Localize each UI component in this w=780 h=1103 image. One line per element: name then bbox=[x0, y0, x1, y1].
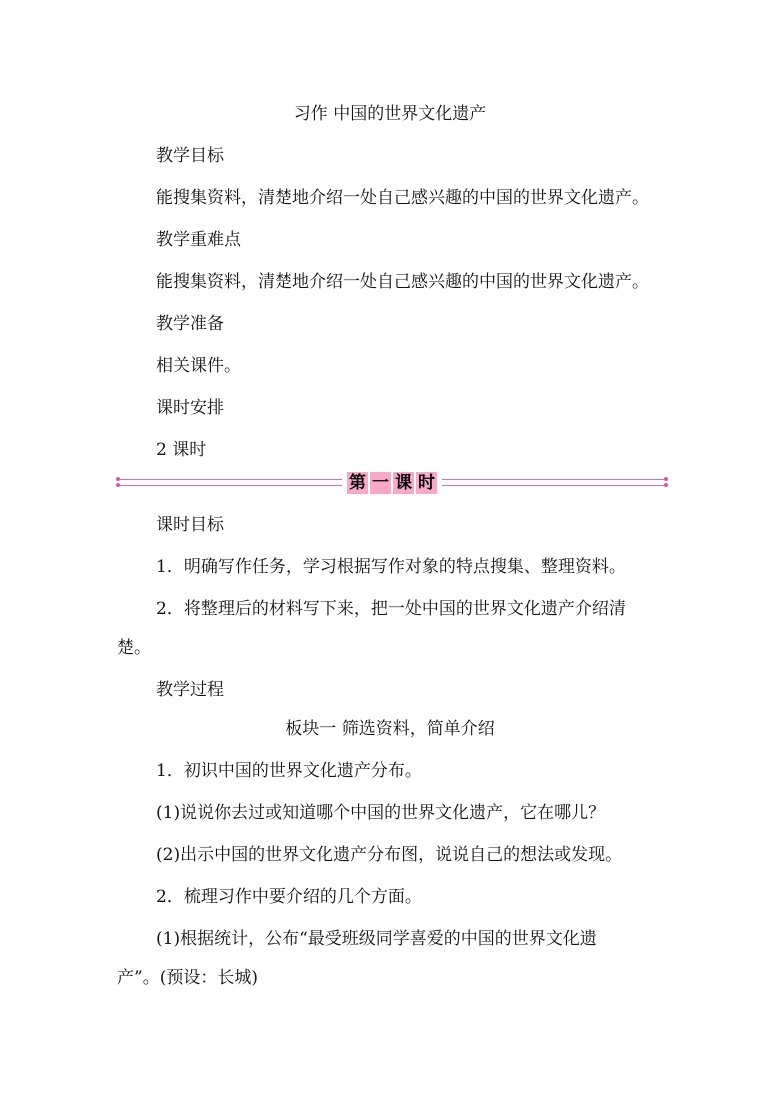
process-step-1-2: (2)出示中国的世界文化遗产分布图，说说自己的想法或发现。 bbox=[156, 845, 623, 865]
divider-dot-right-bottom bbox=[664, 483, 668, 487]
paragraph-lesson-goal-2-cont: 楚。 bbox=[117, 638, 151, 658]
process-step-2-1: (1)根据统计，公布“最受班级同学喜爱的中国的世界文化遗 bbox=[156, 929, 597, 949]
paragraph-key-points: 能搜集资料，清楚地介绍一处自己感兴趣的中国的世界文化遗产。 bbox=[156, 272, 649, 292]
process-step-2-1-cont: 产”。(预设：长城) bbox=[117, 968, 258, 988]
process-step-1-1: (1)说说你去过或知道哪个中国的世界文化遗产，它在哪儿？ bbox=[156, 803, 606, 823]
heading-lesson-goals: 课时目标 bbox=[156, 515, 224, 535]
divider-dot-left-top bbox=[116, 477, 120, 481]
divider-dot-left-bottom bbox=[116, 483, 120, 487]
banner-char: 一 bbox=[372, 473, 389, 493]
banner-char: 第 bbox=[349, 473, 366, 493]
heading-key-points: 教学重难点 bbox=[156, 230, 241, 250]
paragraph-lesson-goal-1: 1．明确写作任务，学习根据写作对象的特点搜集、整理资料。 bbox=[156, 557, 626, 577]
process-step-2: 2．梳理习作中要介绍的几个方面。 bbox=[156, 887, 422, 907]
block-heading: 板块一 筛选资料，简单介绍 bbox=[285, 719, 495, 739]
heading-teaching-goals: 教学目标 bbox=[156, 146, 224, 166]
banner-char: 时 bbox=[418, 473, 435, 493]
heading-teaching-process: 教学过程 bbox=[156, 680, 224, 700]
paragraph-schedule: 2 课时 bbox=[156, 440, 207, 460]
paragraph-goals: 能搜集资料，清楚地介绍一处自己感兴趣的中国的世界文化遗产。 bbox=[156, 188, 649, 208]
section-divider bbox=[116, 474, 668, 492]
section-banner bbox=[342, 472, 442, 494]
heading-preparation: 教学准备 bbox=[156, 314, 224, 334]
page-title: 习作 中国的世界文化遗产 bbox=[293, 104, 487, 124]
banner-char: 课 bbox=[395, 473, 412, 493]
divider-dot-right-top bbox=[664, 477, 668, 481]
process-step-1: 1．初识中国的世界文化遗产分布。 bbox=[156, 761, 422, 781]
paragraph-lesson-goal-2: 2．将整理后的材料写下来，把一处中国的世界文化遗产介绍清 bbox=[156, 599, 626, 619]
paragraph-preparation: 相关课件。 bbox=[156, 356, 241, 376]
heading-schedule: 课时安排 bbox=[156, 398, 224, 418]
